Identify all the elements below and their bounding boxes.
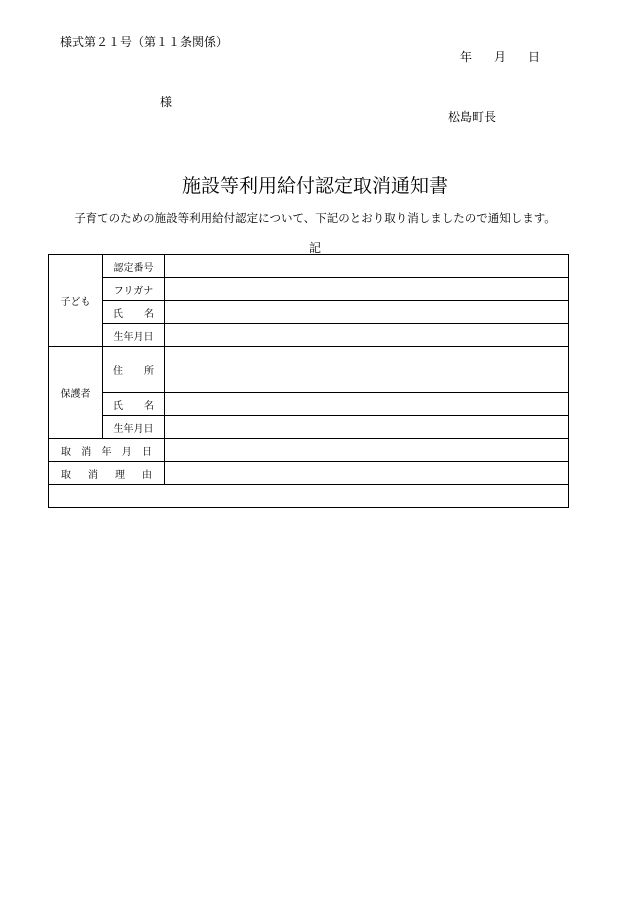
child-group-label: 子ども (49, 255, 103, 347)
table-row (49, 393, 569, 416)
date-month: 月 (494, 50, 507, 64)
furigana-label: フリガナ (103, 278, 165, 301)
guardian-group-label: 保護者 (49, 347, 103, 439)
guardian-birthdate-label: 生年月日 (103, 416, 165, 439)
guardian-address-field[interactable] (165, 347, 569, 393)
child-name-label: 氏 名 (103, 301, 165, 324)
furigana-field[interactable] (165, 278, 569, 301)
child-birthdate-field[interactable] (165, 324, 569, 347)
table-row (49, 324, 569, 347)
table-row (49, 485, 569, 508)
form-id: 様式第２１号（第１１条関係） (60, 35, 229, 49)
document-title: 施設等利用給付認定取消通知書 (181, 175, 448, 197)
ki-heading: 記 (308, 241, 321, 255)
cancel-date-label: 取 消 年 月 日 (49, 439, 165, 462)
cert-number-field[interactable] (165, 255, 569, 278)
revocation-form-table (48, 254, 569, 508)
table-row (49, 255, 569, 278)
guardian-birthdate-field[interactable] (165, 416, 569, 439)
cancel-reason-label: 取 消 理 由 (49, 462, 165, 485)
guardian-address-label: 住 所 (103, 347, 165, 393)
table-row (49, 347, 569, 393)
guardian-name-label: 氏 名 (103, 393, 165, 416)
date-day: 日 (528, 50, 541, 64)
date-line (460, 48, 540, 65)
table-row (49, 462, 569, 485)
date-year: 年 (460, 50, 473, 64)
table-row (49, 439, 569, 462)
guardian-name-field[interactable] (165, 393, 569, 416)
addressee-suffix: 様 (160, 95, 173, 109)
child-birthdate-label: 生年月日 (103, 324, 165, 347)
cancel-date-field[interactable] (165, 439, 569, 462)
cert-number-label: 認定番号 (103, 255, 165, 278)
cancel-reason-area[interactable] (49, 485, 569, 508)
issuer: 松島町長 (448, 110, 497, 124)
cancel-reason-header-field[interactable] (165, 462, 569, 485)
body-text: 子育てのための施設等利用給付認定について、下記のとおり取り消しましたので通知します。 (74, 211, 556, 225)
table-row (49, 301, 569, 324)
child-name-field[interactable] (165, 301, 569, 324)
table-row (49, 416, 569, 439)
table-row (49, 278, 569, 301)
